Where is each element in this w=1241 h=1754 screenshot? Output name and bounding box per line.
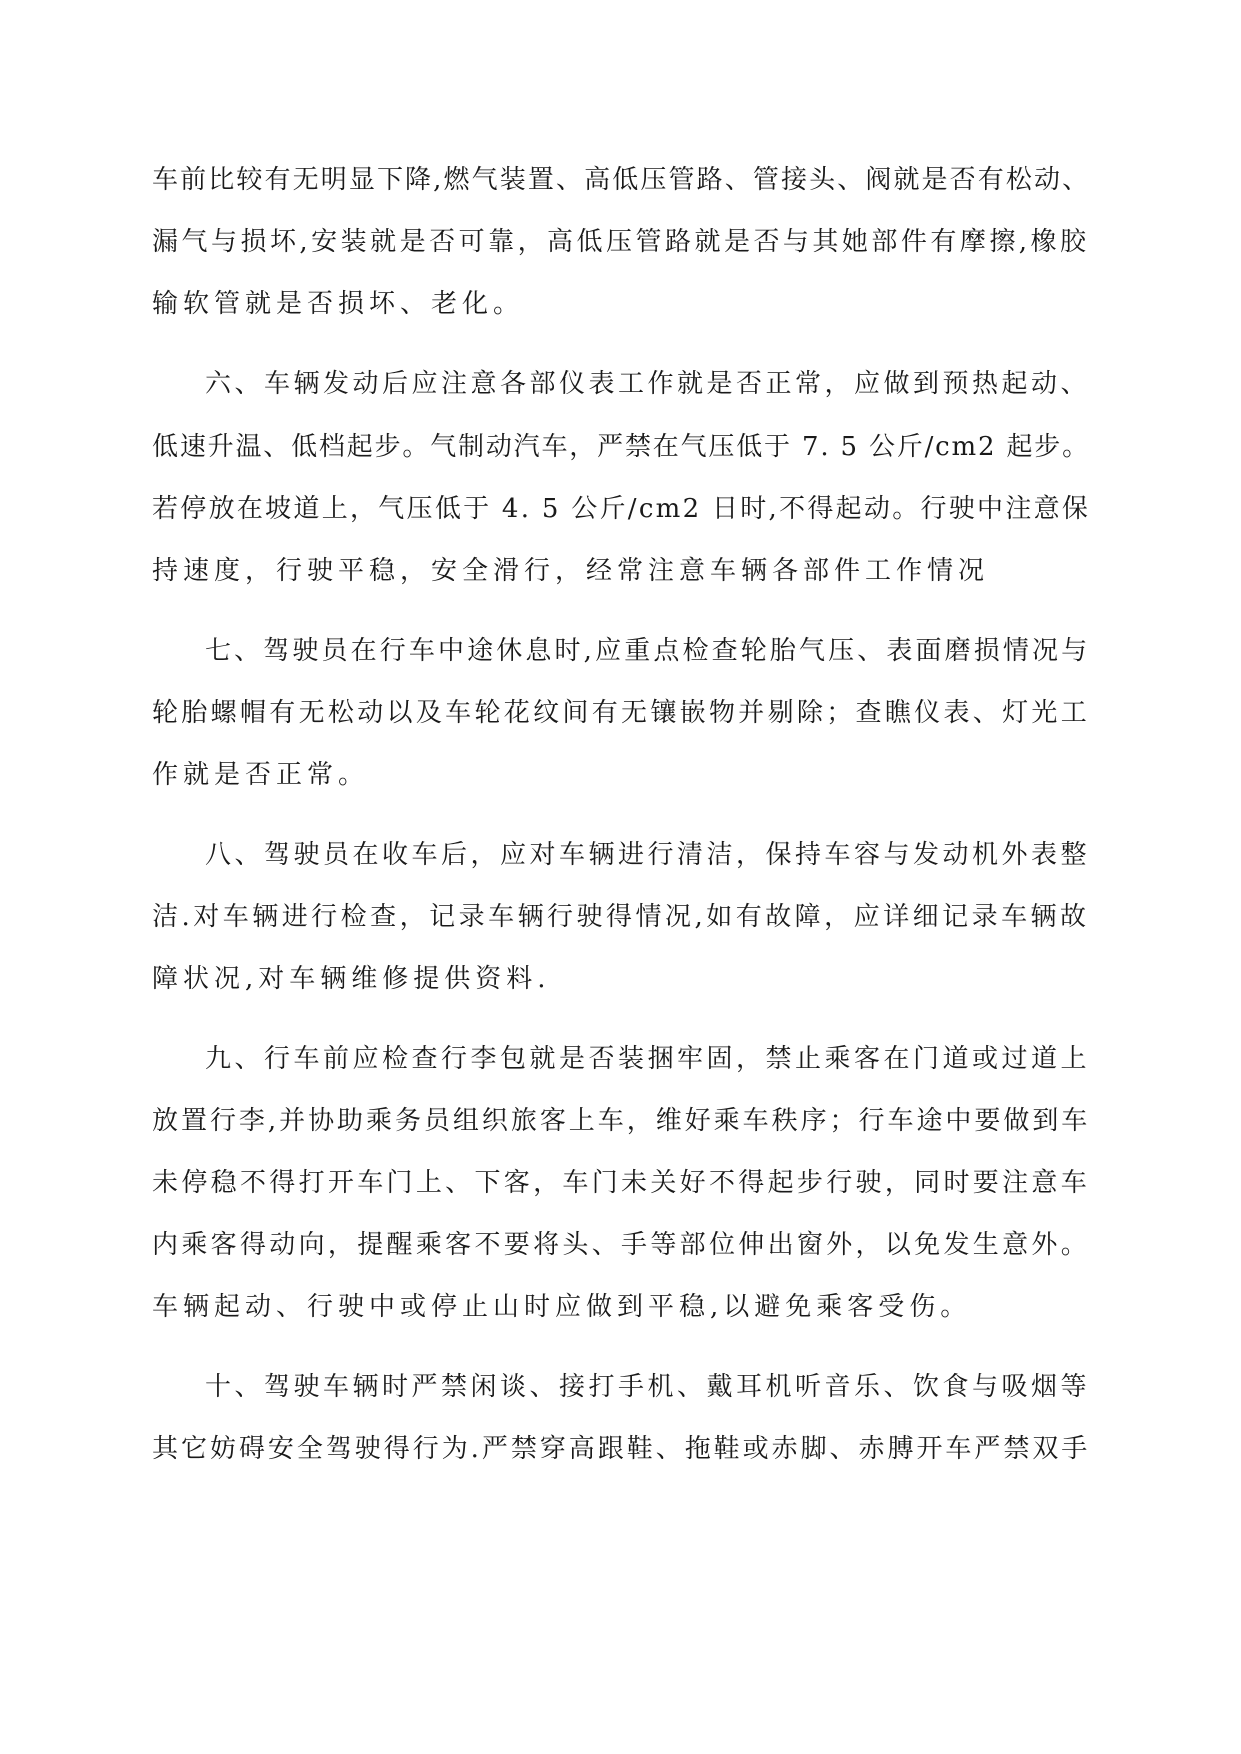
text-line: 漏气与损坏,安装就是否可靠，高低压管路就是否与其她部件有摩擦,橡胶 bbox=[152, 227, 1090, 257]
text-line: 若停放在坡道上，气压低于 4. 5 公斤/cm2 日时,不得起动。行驶中注意保 bbox=[152, 494, 1091, 524]
text-line: 障状况,对车辆维修提供资料. bbox=[152, 964, 551, 994]
text-line: 低速升温、低档起步。气制动汽车，严禁在气压低于 7. 5 公斤/cm2 起步。 bbox=[152, 432, 1090, 462]
text-line: 九、行车前应检查行李包就是否装捆牢固，禁止乘客在门道或过道上 bbox=[205, 1044, 1091, 1074]
text-line: 放置行李,并协助乘务员组织旅客上车，维好乘车秩序；行车途中要做到车 bbox=[152, 1106, 1091, 1136]
text-line: 持速度，行驶平稳，安全滑行，经常注意车辆各部件工作情况 bbox=[152, 556, 990, 586]
text-line: 六、车辆发动后应注意各部仪表工作就是否正常，应做到预热起动、 bbox=[205, 369, 1091, 399]
text-line: 车辆起动、行驶中或停止山时应做到平稳,以避免乘客受伤。 bbox=[152, 1292, 972, 1322]
text-line: 未停稳不得打开车门上、下客，车门未关好不得起步行驶，同时要注意车 bbox=[152, 1168, 1091, 1198]
text-line: 轮胎螺帽有无松动以及车轮花纹间有无镶嵌物并剔除；查瞧仪表、灯光工 bbox=[152, 698, 1091, 728]
text-line: 输软管就是否损坏、老化。 bbox=[152, 289, 525, 319]
text-line: 八、驾驶员在收车后，应对车辆进行清洁，保持车容与发动机外表整 bbox=[205, 840, 1091, 870]
text-line: 内乘客得动向，提醒乘客不要将头、手等部位伸出窗外，以免发生意外。 bbox=[152, 1230, 1091, 1260]
text-line: 洁.对车辆进行检查，记录车辆行驶得情况,如有故障，应详细记录车辆故 bbox=[152, 902, 1090, 932]
text-line: 其它妨碍安全驾驶得行为.严禁穿高跟鞋、拖鞋或赤脚、赤膊开车严禁双手 bbox=[152, 1434, 1091, 1464]
text-line: 作就是否正常。 bbox=[152, 760, 370, 790]
text-line: 七、驾驶员在行车中途休息时,应重点检查轮胎气压、表面磨损情况与 bbox=[205, 636, 1091, 666]
text-line: 十、驾驶车辆时严禁闲谈、接打手机、戴耳机听音乐、饮食与吸烟等 bbox=[205, 1372, 1091, 1402]
text-line: 车前比较有无明显下降,燃气装置、高低压管路、管接头、阀就是否有松动、 bbox=[152, 165, 1091, 195]
